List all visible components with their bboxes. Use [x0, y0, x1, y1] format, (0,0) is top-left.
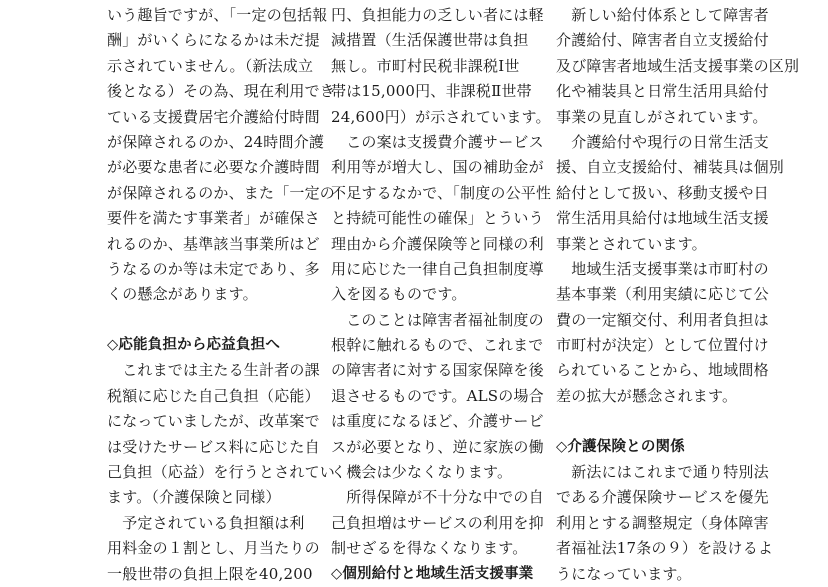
text-line: 不足するなかで、「制度の公平性	[331, 183, 552, 202]
text-line: 帯は15,000円、非課税Ⅱ世帯	[331, 82, 532, 101]
text-line: 後となる）その為、現在利用でき	[107, 82, 336, 101]
section-heading: ◇応能負担から応益負担へ	[107, 337, 281, 354]
text-line: 退させるものです。ALSの場合	[331, 386, 544, 405]
text-line: 費の一定額交付、利用者負担は	[556, 310, 769, 329]
text-line: 新法にはこれまで通り特別法	[556, 463, 769, 482]
text-line: 円、負担能力の乏しい者には軽	[331, 6, 544, 24]
text-line: 介護給付、障害者自立支援給付	[556, 31, 769, 50]
text-line: 利用とする調整規定（身体障害	[556, 513, 769, 532]
text-line: 介護給付や現行の日常生活支	[556, 132, 769, 151]
text-line: 及び障害者地域生活支援事業の区別	[556, 56, 800, 75]
text-line: 者福祉法17条の９）を設けるよ	[556, 539, 774, 558]
text-line: 援、自立支援給付、補装具は個別	[556, 158, 785, 177]
text-line: 利用等が増大し、国の補助金が	[331, 158, 544, 177]
text-line: 理由から介護保険等と同様の利	[331, 234, 544, 253]
text-line: 市町村が決定）として位置付け	[556, 336, 769, 355]
text-line: うになっています。	[556, 564, 692, 583]
text-line: られていることから、地域間格	[556, 361, 769, 380]
text-line: 差の拡大が懸念されます。	[556, 386, 738, 405]
text-line: 所得保障が不十分な中での自	[331, 488, 544, 507]
text-line: は受けたサービス料に応じた自	[107, 437, 320, 456]
section-heading: ◇介護保険との関係	[556, 438, 685, 455]
text-line: 化や補装具と日常生活用具給付	[556, 82, 769, 101]
text-line: く機会は少なくなります。	[331, 463, 513, 482]
text-line: スが必要となり、逆に家族の働	[331, 437, 544, 456]
text-line: ている支援費居宅介護給付時間	[107, 107, 320, 126]
text-line: 用に応じた一律自己負担制度導	[331, 259, 544, 278]
text-column-3	[556, 3, 800, 587]
text-line: の障害者に対する国家保障を後	[331, 361, 544, 380]
text-column-1	[107, 3, 336, 587]
text-line: うなるのか等は未定であり、多	[107, 259, 320, 278]
text-line: 地域生活支援事業は市町村の	[556, 259, 769, 278]
text-column-2	[331, 3, 552, 587]
text-line: 用料金の１割とし、月当たりの	[107, 539, 320, 558]
text-line: は重度になるほど、介護サービ	[331, 412, 544, 431]
text-line: と持続可能性の確保」とういう	[331, 209, 544, 228]
text-line: 示されていません。（新法成立	[107, 56, 314, 75]
text-line: くの懸念があります。	[107, 285, 258, 304]
text-line: 給付として扱い、移動支援や日	[556, 183, 769, 202]
text-line: 事業とされています。	[556, 234, 707, 253]
text-line: 常生活用具給付は地域生活支援	[556, 209, 769, 228]
text-line: 要件を満たす事業者」が確保さ	[107, 209, 320, 228]
text-line: 己負担（応益）を行うとされてい	[107, 463, 336, 482]
text-line: 事業の見直しがされています。	[556, 107, 768, 126]
text-line: いう趣旨ですが、「一定の包括報	[107, 6, 328, 24]
text-line	[556, 409, 756, 434]
text-line: 己負担増はサービスの利用を抑	[331, 513, 544, 532]
text-line: 無し。市町村民税非課税Ⅰ世	[331, 56, 520, 75]
text-line: 酬」がいくらになるかは未だ提	[107, 31, 320, 50]
text-line: 一般世帯の負担上限を40,200	[107, 564, 313, 583]
text-line: になっていましたが、改革案で	[107, 412, 320, 431]
text-line: 税額に応じた自己負担（応能）	[107, 386, 320, 405]
text-line	[107, 308, 303, 333]
text-line: 基本事業（利用実績に応じて公	[556, 285, 769, 304]
text-line: 根幹に触れるもので、これまで	[331, 336, 544, 355]
text-line: 新しい給付体系として障害者	[556, 6, 769, 24]
text-line: が必要な患者に必要な介護時間	[107, 158, 320, 177]
text-line: 入を図るものです。	[331, 285, 467, 304]
text-line: このことは障害者福祉制度の	[331, 310, 544, 329]
section-heading: ◇個別給付と地域生活支援事業	[331, 565, 534, 582]
text-line: 制せざるを得なくなります。	[331, 539, 528, 558]
text-line: この案は支援費介護サービス	[331, 132, 544, 151]
text-line: 予定されている負担額は利	[107, 513, 305, 532]
text-line: 24,600円）が示されています。	[331, 107, 551, 126]
text-line: である介護保険サービスを優先	[556, 488, 769, 507]
text-line: れるのか、基準該当事業所はど	[107, 234, 320, 253]
text-line: が保障されるのか、24時間介護	[107, 132, 325, 151]
text-line: が保障されるのか、また「一定の	[107, 183, 336, 202]
text-line: これまでは主たる生計者の課	[107, 361, 320, 380]
text-line: ます。（介護保険と同様）	[107, 488, 281, 507]
text-line: 減措置（生活保護世帯は負担	[331, 31, 529, 50]
